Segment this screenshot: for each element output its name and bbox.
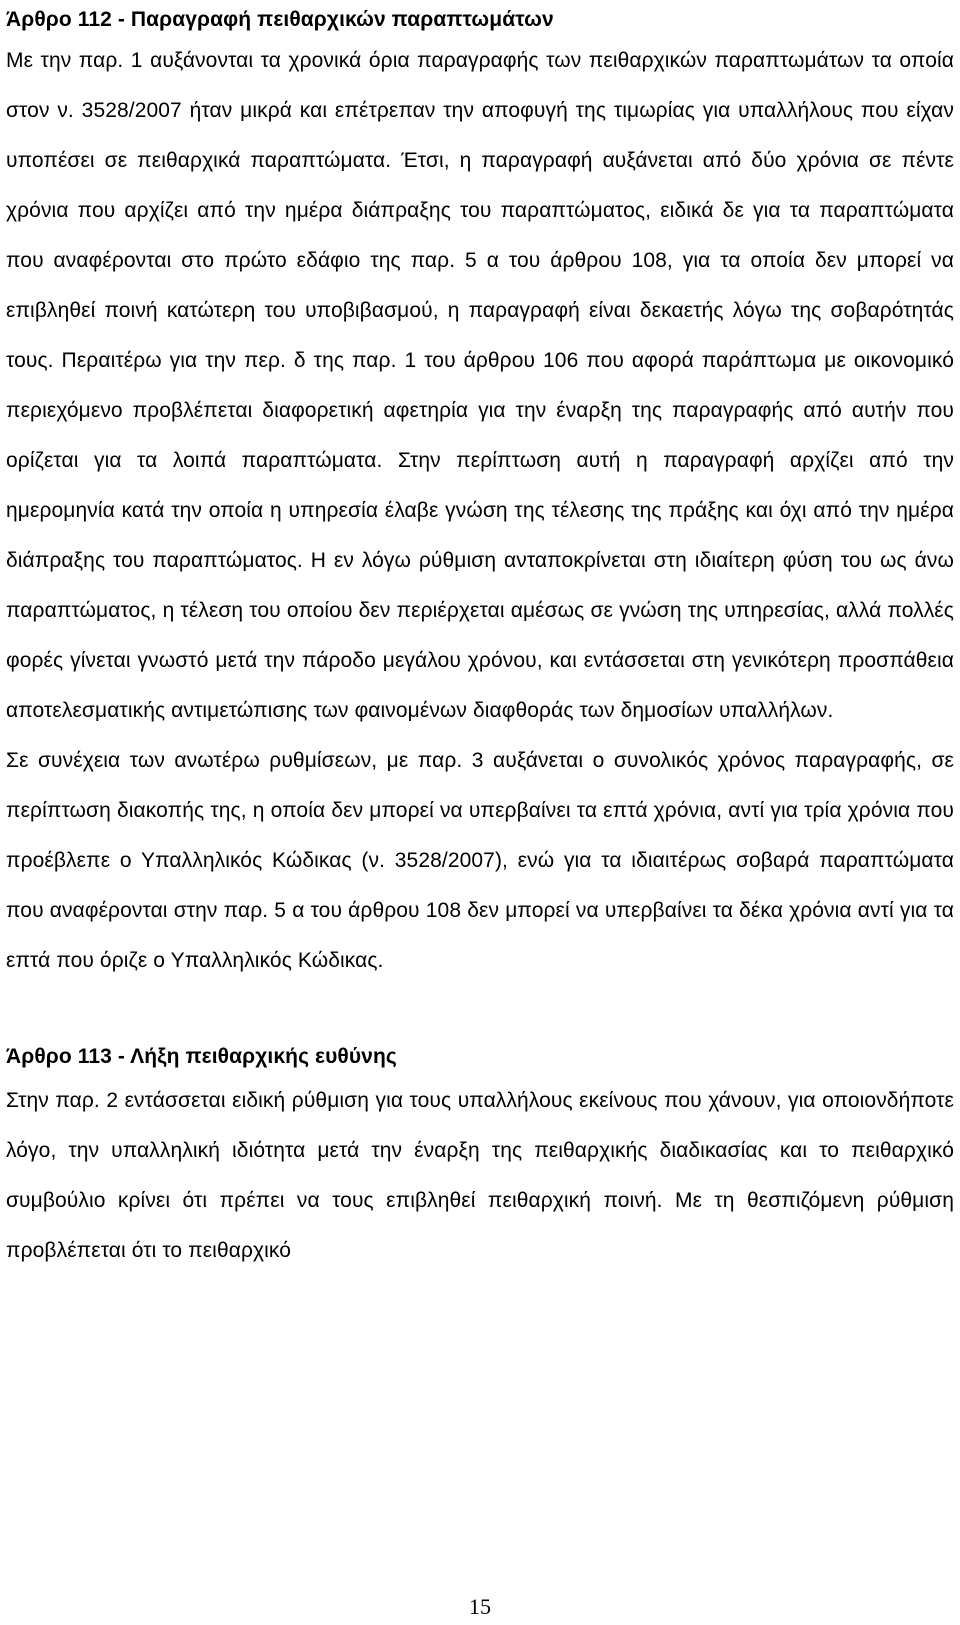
section-spacer (6, 986, 954, 1034)
article-113-paragraph-1: Στην παρ. 2 εντάσσεται ειδική ρύθμιση για τους υπαλλήλους εκείνους που χάνουν, για οποιονδήποτε λόγο, την υπαλληλική ιδιότητα μετά την έναρξη της πειθαρχικής διαδικασίας και το πειθαρχικό συμβούλιο κρίνει ότι πρέπει να τους επιβληθεί πειθαρχική ποινή. Με τη θεσπιζόμενη ρύθμιση προβλέπεται ότι το πειθαρχικό (6, 1089, 954, 1262)
article-112-heading: Άρθρο 112 - Παραγραφή πειθαρχικών παραπτωμάτων (6, 8, 554, 31)
page-number: 15 (469, 1594, 491, 1619)
article-112-paragraph-1: Με την παρ. 1 αυξάνονται τα χρονικά όρια παραγραφής των πειθαρχικών παραπτωμάτων τα οποία στον ν. 3528/2007 ήταν μικρά και επέτρεπαν την αποφυγή της τιμωρίας για υπαλλήλους που είχαν υποπέσει σε πειθαρχικά παραπτώματα. Έτσι, η παραγραφή αυξάνεται από δύο χρόνια σε πέντε χρόνια που αρχίζει από την ημέρα διάπραξης του παραπτώματος, ειδικά δε για τα παραπτώματα που αναφέρονται στο πρώτο εδάφιο της παρ. 5 α του άρθρου 108, για τα οποία δεν μπορεί να επιβληθεί ποινή κατώτερη του υποβιβασμού, η παραγραφή είναι δεκαετής λόγω της σοβαρότητάς τους. Περαιτέρω για την περ. δ της παρ. 1 του άρθρου 106 που αφορά παράπτωμα με οικονομικό περιεχόμενο προβλέπεται διαφορετική αφετηρία για την έναρξη της παραγραφής από αυτήν που ορίζεται για τα λοιπά παραπτώματα. Στην περίπτωση αυτή η παραγραφή αρχίζει από την ημερομηνία κατά την οποία η υπηρεσία έλαβε γνώση της τέλεσης της πράξης και όχι από την ημέρα διάπραξης του παραπτώματος. Η εν λόγω ρύθμιση ανταποκρίνεται στη ιδιαίτερη φύση του ως άνω παραπτώματος, η τέλεση του οποίου δεν περιέρχεται αμέσως σε γνώση της υπηρεσίας, αλλά πολλές φορές γίνεται γνωστό μετά την πάροδο μεγάλου χρόνου, και εντάσσεται στη γενικότερη προσπάθεια αποτελεσματικής αντιμετώπισης των φαινομένων διαφθοράς των δημοσίων υπαλλήλων. (6, 49, 954, 722)
article-113-heading: Άρθρο 113 - Λήξη πειθαρχικής ευθύνης (6, 1045, 397, 1068)
document-body (6, 0, 954, 1276)
article-112-paragraph-2: Σε συνέχεια των ανωτέρω ρυθμίσεων, με παρ. 3 αυξάνεται ο συνολικός χρόνος παραγραφής, σε περίπτωση διακοπής της, η οποία δεν μπορεί να υπερβαίνει τα επτά χρόνια, αντί για τρία χρόνια που προέβλεπε ο Υπαλληλικός Κώδικας (ν. 3528/2007), ενώ για τα ιδιαιτέρως σοβαρά παραπτώματα που αναφέρονται στην παρ. 5 α του άρθρου 108 δεν μπορεί να υπερβαίνει τα δέκα χρόνια αντί για τα επτά που όριζε ο Υπαλληλικός Κώδικας. (6, 749, 954, 972)
